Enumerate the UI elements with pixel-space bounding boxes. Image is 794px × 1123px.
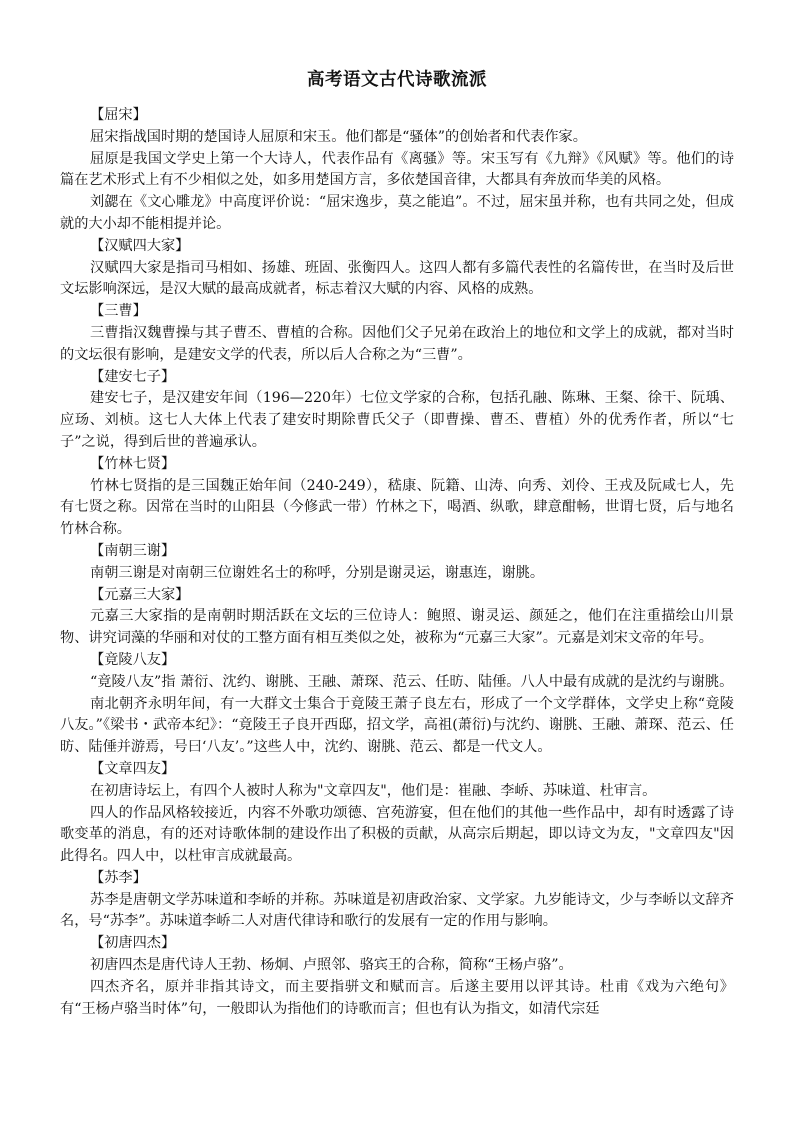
section-paragraph: 南北朝齐永明年间，有一大群文士集合于竟陵王萧子良左右，形成了一个文学群体，文学史上称“竟陵八友。”《梁书・武帝本纪》：“竟陵王子良开西邸，招文学，高祖(萧衍)与沈约、谢朓、王融、萧琛、范云、任昉、陆倕并游焉，号曰‘八友’。”这些人中，沈约、谢朓、范云、都是一代文人。: [60, 695, 734, 756]
section-heading: 【建安七子】: [90, 368, 176, 385]
section-paragraph: 南朝三谢是对南朝三位谢姓名士的称呼，分别是谢灵运，谢惠连，谢朓。: [90, 564, 545, 581]
section-paragraph: 四杰齐名，原并非指其诗文，而主要指骈文和赋而言。后遂主要用以评其诗。杜甫《戏为六绝句》有“王杨卢骆当时体”句，一般即认为指他们的诗歌而言；但也有认为指文，如清代宗廷: [60, 978, 734, 1017]
section-paragraph: 竹林七贤指的是三国魏正始年间（240-249），嵇康、阮籍、山涛、向秀、刘伶、王戎及阮咸七人，先有七贤之称。因常在当时的山阳县（今修武一带）竹林之下，喝酒、纵歌，肆意酣畅，世谓七贤，后与地名竹林合称。: [60, 477, 734, 538]
section-paragraph: 初唐四杰是唐代诗人王勃、杨炯、卢照邻、骆宾王的合称，简称“王杨卢骆”。: [90, 957, 573, 974]
page-title: 高考语文古代诗歌流派: [307, 70, 487, 90]
section-paragraph: “竟陵八友”指 萧衍、沈约、谢朓、王融、萧琛、范云、任昉、陆倕。八人中最有成就的是沈约与谢朓。: [90, 673, 734, 690]
document-body: [60, 105, 734, 1020]
section-heading: 【苏李】: [90, 869, 147, 886]
section-paragraph: 在初唐诗坛上，有四个人被时人称为"文章四友"，他们是：崔融、李峤、苏味道、杜审言。: [90, 782, 657, 799]
section-heading: 【三曹】: [90, 303, 147, 320]
section-heading: 【屈宋】: [90, 107, 147, 123]
section-heading: 【元嘉三大家】: [90, 586, 190, 603]
section-heading: 【初唐四杰】: [90, 935, 176, 952]
section-paragraph: 苏李是唐朝文学苏味道和李峤的并称。苏味道是初唐政治家、文学家。九岁能诗文，少与李峤以文辞齐名，号“苏李”。苏味道李峤二人对唐代律诗和歌行的发展有一定的作用与影响。: [60, 891, 734, 930]
section-heading: 【南朝三谢】: [90, 542, 176, 559]
section-heading: 【竟陵八友】: [90, 651, 176, 668]
section-heading: 【汉赋四大家】: [90, 237, 190, 254]
section-paragraph: 元嘉三大家指的是南朝时期活跃在文坛的三位诗人：鲍照、谢灵运、颜延之，他们在注重描绘山川景物、讲究词藻的华丽和对仗的工整方面有相互类似之处，被称为“元嘉三大家”。元嘉是刘宋文帝的年号。: [60, 608, 734, 647]
section-heading: 【竹林七贤】: [90, 455, 176, 472]
section-paragraph: 汉赋四大家是指司马相如、扬雄、班固、张衡四人。这四人都有多篇代表性的名篇传世，在当时及后世文坛影响深远，是汉大赋的最高成就者，标志着汉大赋的内容、风格的成熟。: [60, 259, 734, 298]
section-paragraph: 刘勰在《文心雕龙》中高度评价说：“屈宋逸步，莫之能追”。不过，屈宋虽并称，也有共同之处，但成就的大小却不能相提并论。: [60, 194, 734, 232]
section-paragraph: 屈宋指战国时期的楚国诗人屈原和宋玉。他们都是“骚体”的创始者和代表作家。: [90, 128, 587, 145]
section-heading: 【文章四友】: [90, 760, 176, 777]
section-paragraph: 四人的作品风格较接近，内容不外歌功颂德、宫苑游宴，但在他们的其他一些作品中，却有时透露了诗歌变革的消息，有的还对诗歌体制的建设作出了积极的贡献，从高宗后期起，即以诗文为友，"文章四友"因此得名。四人中，以杜审言成就最高。: [60, 804, 734, 865]
section-paragraph: 屈原是我国文学史上第一个大诗人，代表作品有《离骚》等。宋玉写有《九辩》《风赋》等。他们的诗篇在艺术形式上有不少相似之处，如多用楚国方言，多依楚国音律，大都具有奔放而华美的风格。: [60, 150, 734, 189]
section-paragraph: 建安七子，是汉建安年间（196—220年）七位文学家的合称，包括孔融、陈琳、王粲、徐干、阮瑀、应玚、刘桢。这七人大体上代表了建安时期除曹氏父子（即曹操、曹丕、曹植）外的优秀作者，所以“七子”之说，得到后世的普遍承认。: [60, 390, 734, 450]
section-paragraph: 三曹指汉魏曹操与其子曹丕、曹植的合称。因他们父子兄弟在政治上的地位和文学上的成就，都对当时的文坛很有影响，是建安文学的代表，所以后人合称之为“三曹”。: [60, 324, 734, 363]
